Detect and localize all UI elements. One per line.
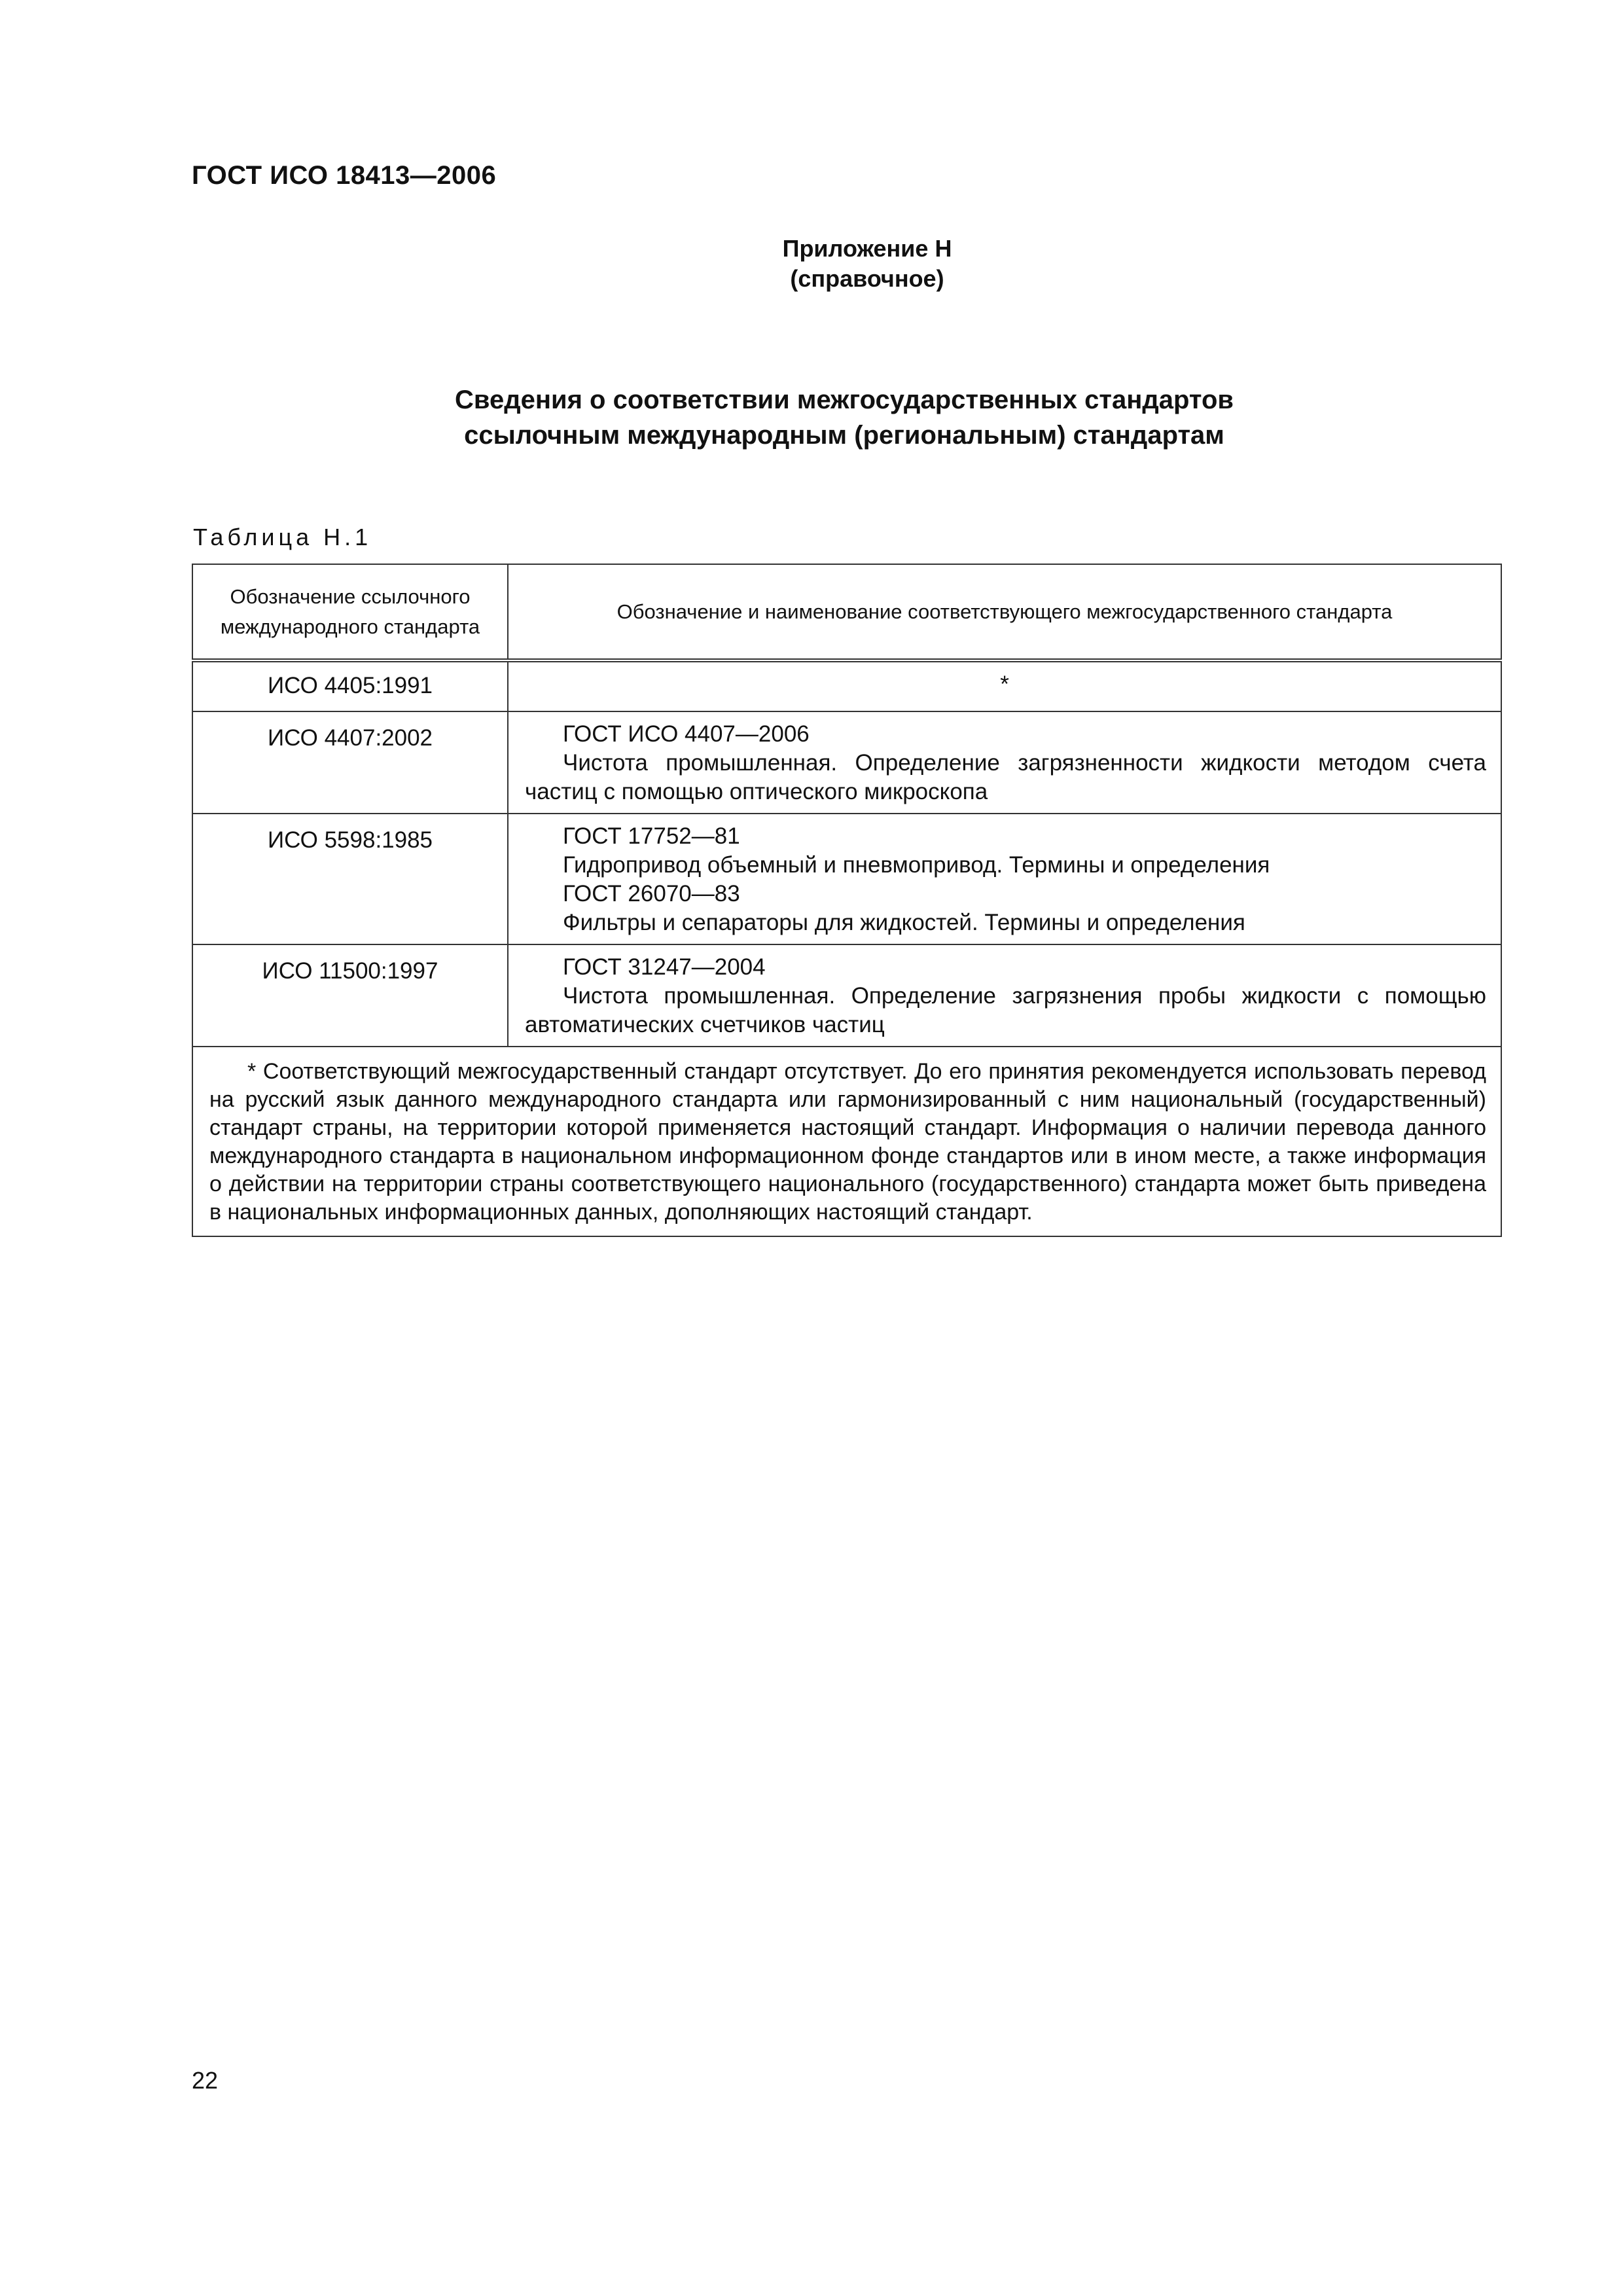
correspondence-table [192,564,1502,1237]
table-footnote: * Соответствующий межгосударственный стандарт отсутствует. До его принятия рекомендуется использовать перевод на русский язык данного международного стандарта или гармонизированный с ним национальный (государственный) стандарт страны, на территории которой применяется настоящий стандарт. Информация о наличии перевода данного международного стандарта в национальном информационном фонде стандартов или в ином месте, а также информация о действии на территории страны соответствующего национального (государственного) стандарта может быть приведена в национальных информационных данных, дополняющих настоящий стандарт. [192,1047,1501,1236]
page-number: 22 [192,2067,219,2094]
gost-title: Гидропривод объемный и пневмопривод. Термины и определения [563,852,1270,878]
section-title-line-1: Сведения о соответствии межгосударственных стандартов [455,386,1234,414]
gost-cell [508,711,1501,814]
document-code: ГОСТ ИСО 18413—2006 [192,161,497,190]
table-row [192,711,1501,814]
gost-cell: * [508,660,1501,711]
header-iso-designation: Обозначение ссылочного международного стандарта [192,564,508,660]
iso-cell: ИСО 11500:1997 [192,944,508,1047]
table-footnote-row [192,1047,1501,1236]
gost-title: Фильтры и сепараторы для жидкостей. Термины и определения [563,910,1245,935]
table-row [192,944,1501,1047]
table-caption: Таблица Н.1 [193,524,372,550]
gost-cell [508,944,1501,1047]
annex-heading [720,234,1014,294]
annex-subtitle: (справочное) [790,265,944,292]
table-header-row [192,564,1501,660]
gost-cell [508,814,1501,944]
gost-code: ГОСТ 31247—2004 [563,954,766,980]
gost-code: ГОСТ ИСО 4407—2006 [563,721,810,747]
header-gost-designation: Обозначение и наименование соответствующего межгосударственного стандарта [508,564,1501,660]
iso-cell: ИСО 4407:2002 [192,711,508,814]
gost-title: Чистота промышленная. Определение загрязнения пробы жидкости с помощью автоматических счетчиков частиц [525,983,1486,1037]
gost-code: ГОСТ 17752—81 [563,823,740,849]
gost-code: ГОСТ 26070—83 [563,881,740,906]
table-row [192,814,1501,944]
section-title [366,382,1322,453]
iso-cell: ИСО 4405:1991 [192,660,508,711]
annex-title: Приложение Н [782,235,952,262]
table-row [192,660,1501,711]
iso-cell: ИСО 5598:1985 [192,814,508,944]
section-title-line-2: ссылочным международным (региональным) стандартам [464,421,1224,450]
correspondence-table-container [192,564,1501,1237]
gost-title: Чистота промышленная. Определение загрязненности жидкости методом счета частиц с помощью оптического микроскопа [525,750,1486,804]
